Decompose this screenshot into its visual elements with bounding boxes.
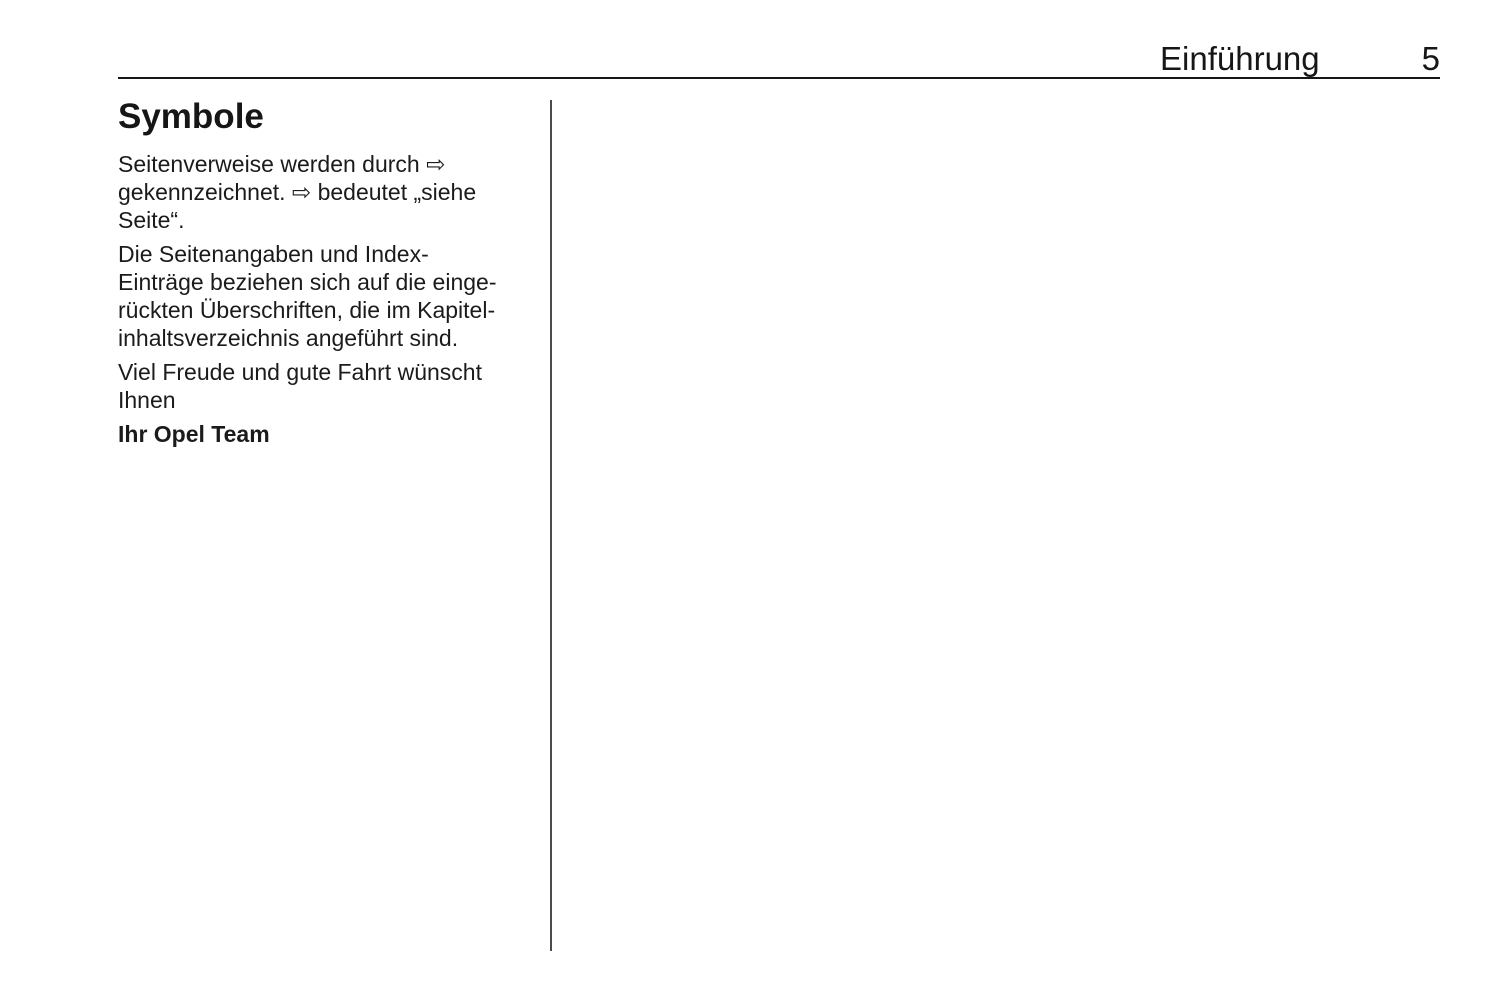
header-rule xyxy=(118,77,1440,79)
text-line: gekennzeichnet. ⇨ bedeutet „siehe xyxy=(118,179,477,205)
text-line: Seite“. xyxy=(118,207,185,233)
text-line: Viel Freude und gute Fahrt wünscht xyxy=(118,359,482,385)
text-line: Seitenverweise werden durch ⇨ xyxy=(118,151,446,177)
text-line: Die Seitenangaben und Index- xyxy=(118,241,429,267)
section-heading: Symbole xyxy=(118,97,264,136)
column-divider xyxy=(550,100,552,951)
text-column-1 xyxy=(118,95,554,454)
chapter-title: Einführung xyxy=(1160,40,1320,77)
text-line: Ihr Opel Team xyxy=(118,421,270,447)
text-line: inhaltsverzeichnis angeführt sind. xyxy=(118,325,459,351)
paragraph-good-wishes xyxy=(118,358,554,414)
paragraph-signature xyxy=(118,420,554,448)
text-line: Ihnen xyxy=(118,387,176,413)
paragraph-index-entries xyxy=(118,240,554,352)
paragraph-page-references xyxy=(118,150,554,234)
text-line: rückten Überschriften, die im Kapitel- xyxy=(118,297,496,323)
page-number: 5 xyxy=(1421,40,1440,77)
text-line: Einträge beziehen sich auf die einge- xyxy=(118,269,497,295)
page-header xyxy=(118,42,1440,76)
